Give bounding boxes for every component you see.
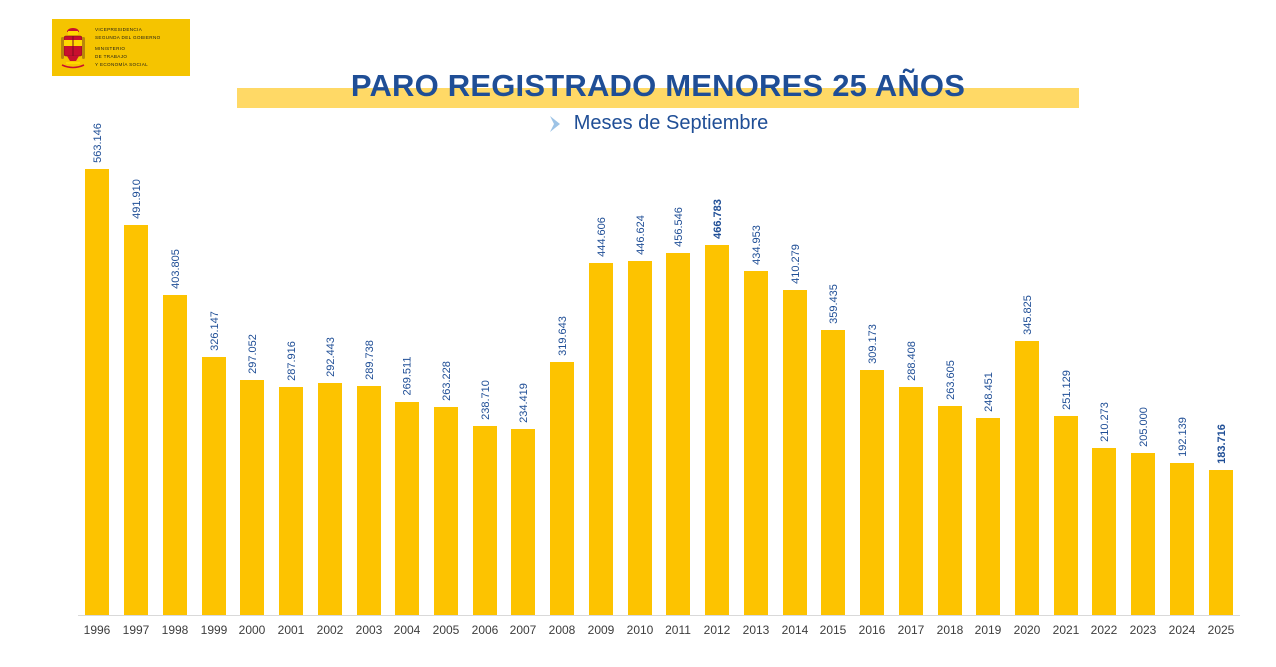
bar [124,225,148,615]
bar-column [1202,145,1240,615]
bar-column [233,145,271,615]
chart-header [0,0,1276,145]
bar-column [814,145,852,615]
x-axis-tick-label: 2018 [936,623,964,637]
x-axis-tick-label: 2021 [1052,623,1080,637]
x-axis-tick-label: 1998 [161,623,189,637]
bar-value-label: 287.916 [285,341,298,381]
bar [1015,341,1039,615]
bar-column [311,145,349,615]
bar-column [931,145,969,615]
bar-column [1124,145,1162,615]
logo-line-2: SEGUNDA DEL GOBIERNO [95,34,161,40]
bar-value-label: 466.783 [711,199,724,239]
bar-value-label: 456.546 [672,207,685,247]
bar-value-label: 403.805 [169,249,182,289]
spain-coat-of-arms-icon [56,25,90,71]
bar-column [466,145,504,615]
bar-value-label: 263.605 [944,360,957,400]
bar-column [659,145,697,615]
bar-value-label: 263.228 [440,361,453,401]
bar-value-label: 288.408 [905,341,918,381]
bar [1131,453,1155,615]
bar [163,295,187,615]
bar [85,169,109,615]
x-axis-tick-label: 2011 [665,623,691,637]
bar [860,370,884,615]
bar-column [156,145,194,615]
bar-column [776,145,814,615]
x-axis-tick-label: 2014 [781,623,809,637]
bar [1170,463,1194,615]
x-axis-line [78,615,1240,616]
x-axis-tick-label: 2003 [355,623,383,637]
x-axis-tick-label: 2002 [316,623,344,637]
bar-value-label: 234.419 [517,383,530,423]
x-axis-tick-label: 2001 [277,623,305,637]
bar [240,380,264,615]
bar-value-label: 444.606 [595,217,608,257]
x-axis-tick-label: 1996 [83,623,111,637]
x-axis-tick-label: 2013 [742,623,770,637]
subtitle-row [237,112,1079,135]
bar-column [969,145,1007,615]
page-subtitle: Meses de Septiembre [573,112,769,134]
bar [1209,470,1233,615]
bar-value-label: 238.710 [479,380,492,420]
bar [357,386,381,615]
x-axis-tick-label: 2024 [1168,623,1196,637]
bar-column [1008,145,1046,615]
bar-column [117,145,155,615]
bar [1092,448,1116,615]
bar-column [388,145,426,615]
bar-value-label: 491.910 [130,179,143,219]
x-axis-tick-label: 2025 [1207,623,1235,637]
bar-value-label: 289.738 [363,340,376,380]
bar-value-label: 192.139 [1176,417,1189,457]
bar [705,245,729,615]
bar [666,253,690,615]
bar-column [272,145,310,615]
bar-column [698,145,736,615]
x-axis-tick-label: 2023 [1129,623,1157,637]
bar [899,387,923,615]
bar [395,402,419,615]
bar-column [1047,145,1085,615]
bar-column [892,145,930,615]
bar-column [1085,145,1123,615]
bar [821,330,845,615]
x-axis-tick-label: 2000 [238,623,266,637]
bar-column [1163,145,1201,615]
x-axis-tick-label: 2020 [1013,623,1041,637]
bar-column [543,145,581,615]
bar-column [737,145,775,615]
x-axis-tick-label: 2015 [819,623,847,637]
chevron-right-icon [548,114,566,134]
bar-column [621,145,659,615]
bar [473,426,497,615]
bar-value-label: 319.643 [556,316,569,356]
x-axis-tick-label: 1999 [200,623,228,637]
bar [1054,416,1078,615]
bar-value-label: 446.624 [634,215,647,255]
bar-value-label: 297.052 [246,334,259,374]
logo-line-3: MINISTERIO [95,45,126,51]
bar-value-label: 205.000 [1137,407,1150,447]
page-title: PARO REGISTRADO MENORES 25 AÑOS [350,68,966,103]
logo-line-4: DE TRABAJO [95,54,128,60]
bar-value-label: 183.716 [1215,424,1228,464]
logo-line-5: Y ECONOMÍA SOCIAL [95,62,149,68]
bar [744,271,768,615]
bar-value-label: 309.173 [866,324,879,364]
ministry-logo-text [95,26,161,69]
bar [976,418,1000,615]
x-axis-tick-label: 2012 [703,623,731,637]
bar-column [853,145,891,615]
ministry-logo [52,19,190,76]
bar-value-label: 326.147 [208,311,221,351]
bar [202,357,226,615]
x-axis-tick-label: 2019 [974,623,1002,637]
bar-value-label: 248.451 [982,372,995,412]
bar [550,362,574,615]
x-axis-tick-label: 2005 [432,623,460,637]
bar [938,406,962,615]
bar [511,429,535,615]
bar-value-label: 434.953 [750,225,763,265]
bar-column [195,145,233,615]
bar-value-label: 359.435 [827,284,840,324]
bar [628,261,652,615]
bar [318,383,342,615]
bar-value-label: 269.511 [401,356,414,396]
x-axis-tick-label: 2006 [471,623,499,637]
x-axis-tick-label: 2010 [626,623,654,637]
bar-value-label: 410.279 [789,244,802,284]
x-axis-tick-label: 2022 [1090,623,1118,637]
x-axis-tick-label: 2004 [393,623,421,637]
bar-column [78,123,116,615]
bar-column [350,145,388,615]
bar-value-label: 563.146 [91,123,104,163]
bar-column [427,145,465,615]
bar-column [582,145,620,615]
logo-line-1: VICEPRESIDENCIA [95,26,143,32]
x-axis-tick-label: 2007 [509,623,537,637]
bar-value-label: 292.443 [324,337,337,377]
bar-value-label: 251.129 [1060,370,1073,410]
x-axis-tick-label: 2016 [858,623,886,637]
bar-value-label: 210.273 [1098,402,1111,442]
bar-column [504,145,542,615]
bar [589,263,613,615]
bar [279,387,303,615]
x-axis-tick-label: 2008 [548,623,576,637]
bar [434,407,458,615]
x-axis-tick-label: 1997 [122,623,150,637]
x-axis-tick-label: 2009 [587,623,615,637]
x-axis-tick-label: 2017 [897,623,925,637]
bar [783,290,807,615]
bar-value-label: 345.825 [1021,295,1034,335]
